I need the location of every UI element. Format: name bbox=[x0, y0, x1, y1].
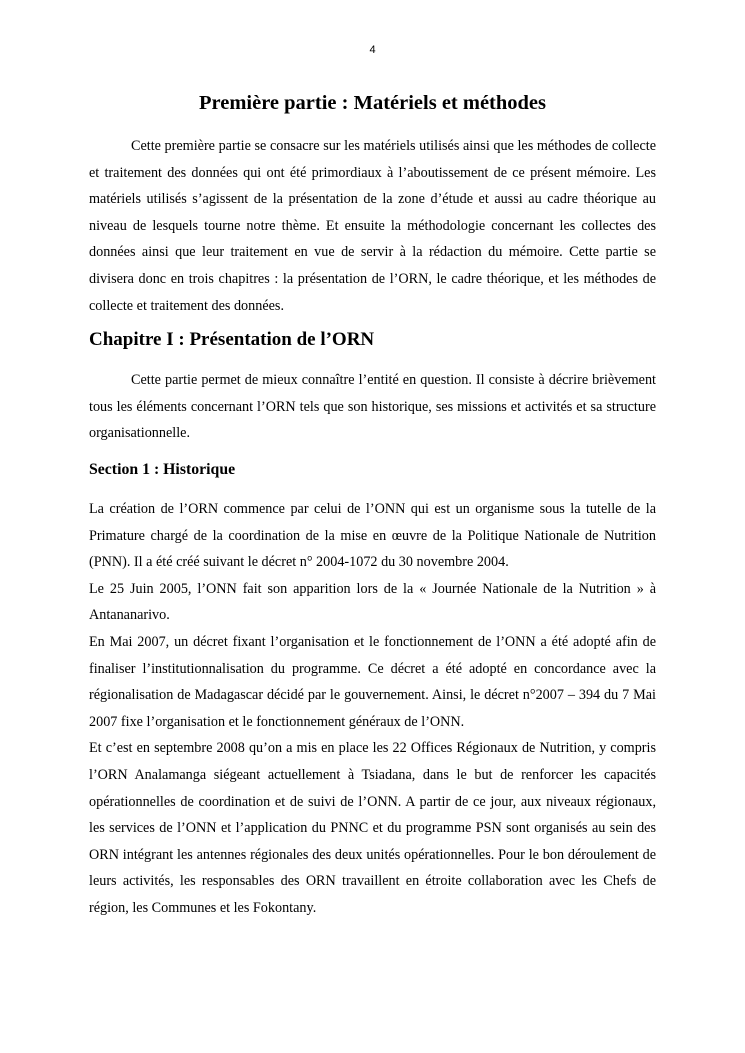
history-paragraph: Le 25 Juin 2005, l’ONN fait son apparition lors de la « Journée Nationale de la Nutrition » à Antananarivo. bbox=[89, 580, 656, 624]
history-paragraph: La création de l’ORN commence par celui de l’ONN qui est un organisme sous la tutelle de la Primature chargé de la coordination de la mise en œuvre de la Politique Nationale de Nutrition (PNN). Il a été créé suivant le décret n° 2004-1072 du 30 novembre 2004. bbox=[89, 501, 656, 571]
history-paragraph: Et c’est en septembre 2008 qu’on a mis en place les 22 Offices Régionaux de Nutrition, y compris l’ORN Analamanga siégeant actuellement à Tsiadana, dans le but de renforcer les capacités opérationnelles de coordination et de suivi de l’ONN. A partir de ce jour, aux niveaux régionaux, les services de l’ONN et l’application du PNNC et du programme PSN sont organisés au sein des ORN intégrant les antennes régionales des deux unités opérationnelles. Pour le bon déroulement de leurs activités, les responsables des ORN travaillent en étroite collaboration avec les Chefs de région, les Communes et les Fokontany. bbox=[89, 740, 656, 916]
intro-paragraph: Cette première partie se consacre sur les matériels utilisés ainsi que les méthodes de collecte et traitement des données qui ont été primordiaux à l’aboutissement de ce présent mémoire. Les matériels utilisés s’agissent de la présentation de la zone d’étude et aussi au cadre théorique au niveau de lesquels tourne notre thème. Et ensuite la méthodologie concernant les collectes des données ainsi que leur traitement en vue de servir à la rédaction du mémoire. Cette partie se divisera donc en trois chapitres : la présentation de l’ORN, le cadre théorique, et les méthodes de collecte et traitement des données. bbox=[89, 138, 656, 314]
part-title: Première partie : Matériels et méthodes bbox=[198, 92, 547, 114]
chapter-title: Chapitre I : Présentation de l’ORN bbox=[89, 329, 375, 350]
history-paragraph: En Mai 2007, un décret fixant l’organisation et le fonctionnement de l’ONN a été adopté afin de finaliser l’institutionnalisation du programme. Ce décret a été adopté en concordance avec la régionalisation de Madagascar décidé par le gouvernement. Ainsi, le décret n°2007 – 394 du 7 Mai 2007 fixe l’organisation et le fonctionnement généraux de l’ONN. bbox=[89, 633, 656, 730]
chapter-intro-paragraph: Cette partie permet de mieux connaître l’entité en question. Il consiste à décrire brièvement tous les éléments concernant l’ORN tels que son historique, ses missions et activités et sa structure organisationnelle. bbox=[89, 372, 656, 442]
page-number: 4 bbox=[369, 44, 376, 56]
section-title: Section 1 : Historique bbox=[89, 461, 236, 478]
history-text bbox=[89, 496, 656, 922]
